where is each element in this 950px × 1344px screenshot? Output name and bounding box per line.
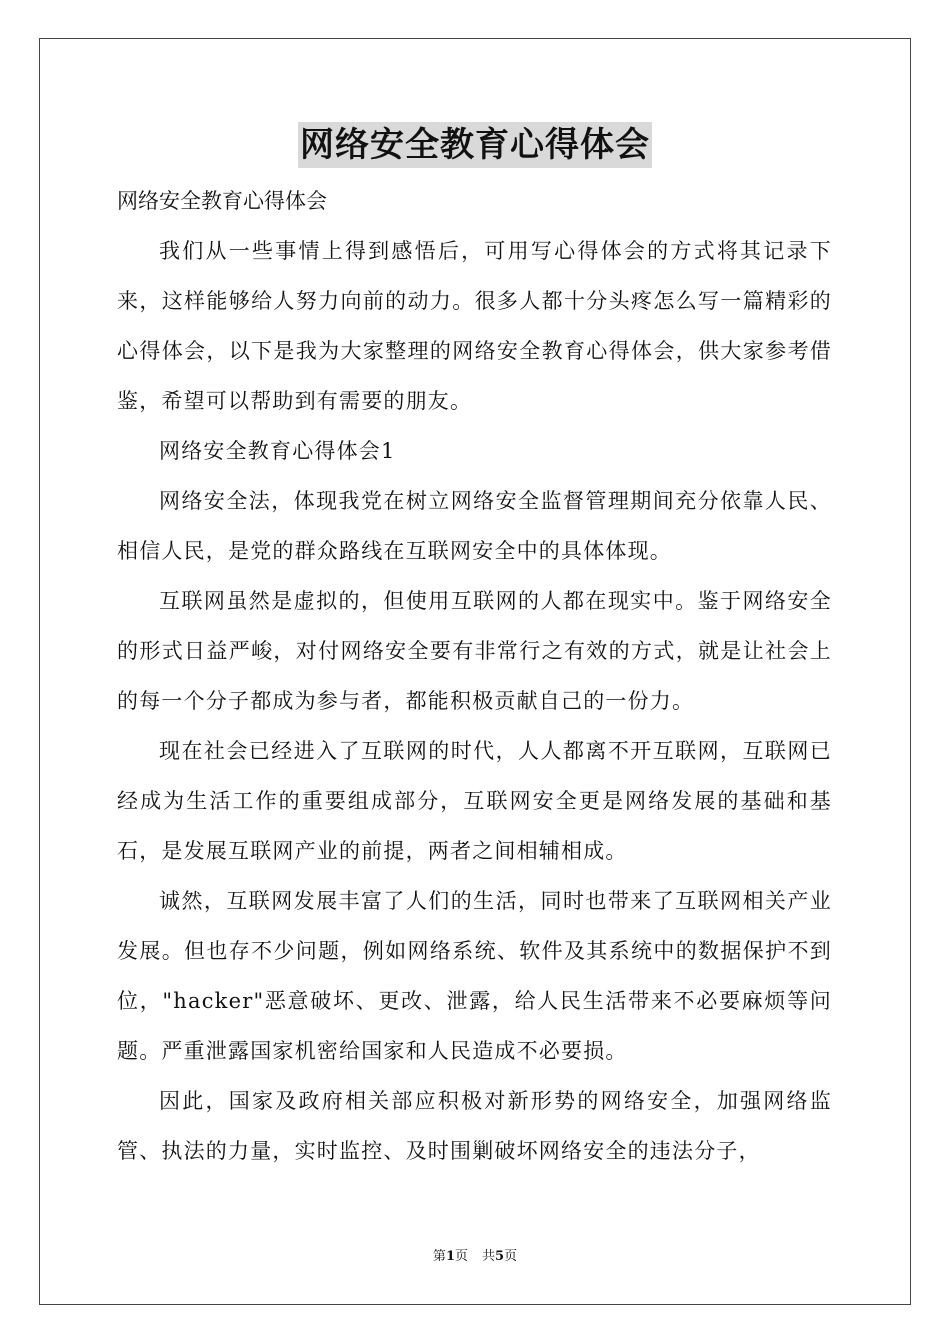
page-prefix: 第: [432, 1249, 446, 1264]
paragraph: 现在社会已经进入了互联网的时代，人人都离不开互联网，互联网已经成为生活工作的重要组成部分，互联网安全更是网络发展的基础和基石，是发展互联网产业的前提，两者之间相辅相成。: [117, 739, 832, 863]
title-container: [0, 122, 950, 168]
document-body: [117, 176, 832, 1176]
section-heading: 网络安全教育心得体会1: [159, 439, 396, 463]
paragraph-intro: 我们从一些事情上得到感悟后，可用写心得体会的方式将其记录下来，这样能够给人努力向前的动力。很多人都十分头疼怎么写一篇精彩的心得体会，以下是我为大家整理的网络安全教育心得体会，供大家参考借鉴，希望可以帮助到有需要的朋友。: [117, 239, 832, 413]
page-total: 5: [495, 1249, 505, 1264]
page-suffix: 页: [454, 1249, 468, 1264]
paragraph: 因此，国家及政府相关部应积极对新形势的网络安全，加强网络监管、执法的力量，实时监控、及时围剿破坏网络安全的违法分子，: [117, 1089, 832, 1163]
paragraph: 网络安全法，体现我党在树立网络安全监督管理期间充分依靠人民、相信人民，是党的群众路线在互联网安全中的具体体现。: [117, 489, 832, 563]
paragraph: 诚然，互联网发展丰富了人们的生活，同时也带来了互联网相关产业发展。但也存不少问题，例如网络系统、软件及其系统中的数据保护不到位，"hacker"恶意破坏、更改、泄露，给人民生活带来不必要麻烦等问题。严重泄露国家机密给国家和人民造成不必要损。: [117, 889, 832, 1063]
paragraph: 互联网虽然是虚拟的，但使用互联网的人都在现实中。鉴于网络安全的形式日益严峻，对付网络安全要有非常行之有效的方式，就是让社会上的每一个分子都成为参与者，都能积极贡献自己的一份力。: [117, 589, 832, 713]
page-footer: [0, 1248, 950, 1266]
page-current: 1: [445, 1249, 455, 1264]
total-suffix: 页: [504, 1249, 518, 1264]
document-subtitle: 网络安全教育心得体会: [117, 189, 327, 213]
document-title: 网络安全教育心得体会: [298, 122, 652, 168]
total-prefix: 共: [482, 1249, 496, 1264]
